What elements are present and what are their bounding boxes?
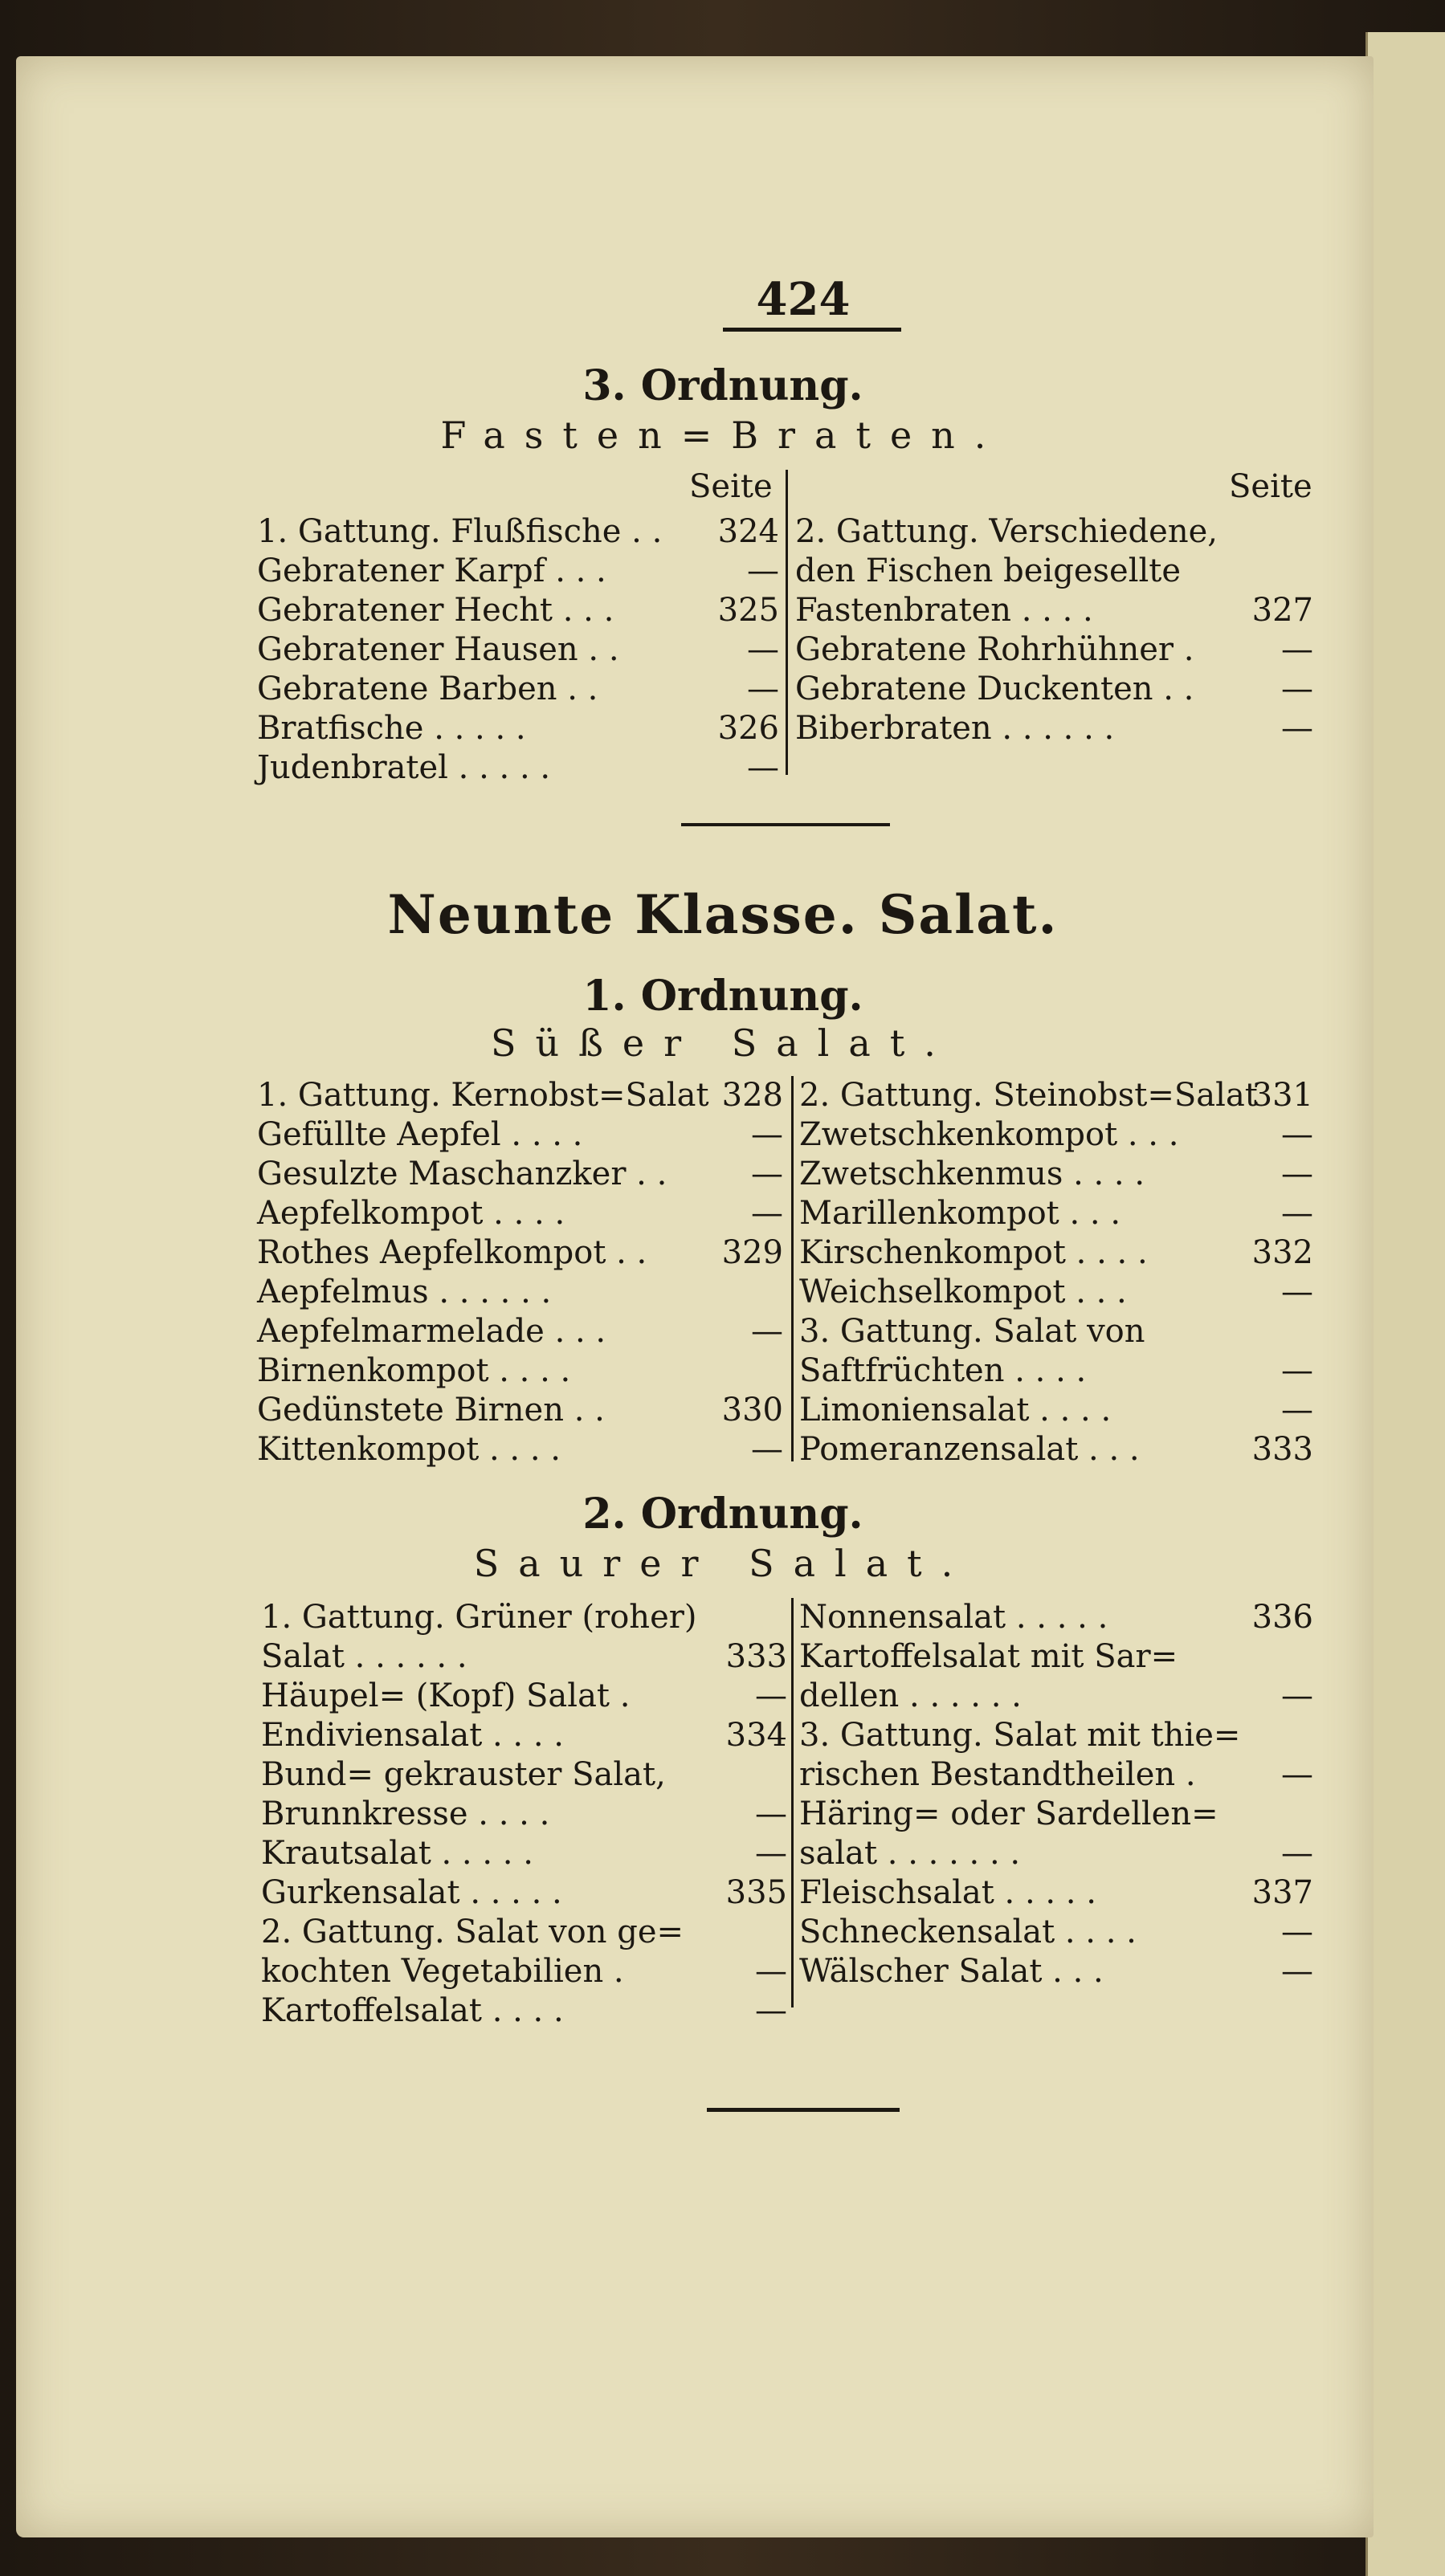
list-item <box>799 1952 1313 1991</box>
entry-page: 337 <box>1251 1874 1313 1911</box>
list-item <box>257 1194 783 1233</box>
entry-text: salat . . . . . . . <box>799 1835 1021 1872</box>
sec3-title: 3. Ordnung. <box>582 361 863 410</box>
ord2-title: 2. Ordnung. <box>582 1490 863 1539</box>
list-item <box>261 1716 787 1755</box>
list-item <box>261 1637 787 1677</box>
list-item <box>799 1677 1313 1716</box>
entry-page: 333 <box>725 1638 787 1675</box>
entry-text: Birnenkompot . . . . <box>257 1352 571 1389</box>
list-item <box>799 1312 1313 1351</box>
entry-text: 1. Gattung. Flußfische . . <box>257 513 663 550</box>
entry-text: Nonnensalat . . . . . <box>799 1599 1108 1636</box>
entry-text: Judenbratel . . . . . <box>257 749 551 786</box>
entry-page: — <box>755 1992 787 2029</box>
entry-page: — <box>751 1116 783 1153</box>
entry-page: 328 <box>721 1077 783 1114</box>
list-item <box>257 748 779 788</box>
list-item <box>257 1155 783 1194</box>
entry-page: — <box>747 552 779 589</box>
entry-page: — <box>1281 631 1313 668</box>
list-item <box>261 1598 787 1637</box>
list-item <box>261 1795 787 1834</box>
entry-text: kochten Vegetabilien . <box>261 1953 624 1990</box>
entry-page: — <box>747 749 779 786</box>
ord2-subtitle: Saurer Salat. <box>473 1542 973 1585</box>
entry-text: Häupel= (Kopf) Salat . <box>261 1677 631 1714</box>
list-item <box>799 1194 1313 1233</box>
entry-text: Aepfelmarmelade . . . <box>257 1313 606 1350</box>
list-item <box>799 1795 1313 1834</box>
entry-text: Bratfische . . . . . <box>257 710 526 747</box>
sec3-subtitle: Fasten=Braten. <box>440 414 1006 457</box>
entry-text: Krautsalat . . . . . <box>261 1835 533 1872</box>
list-item <box>257 1273 783 1312</box>
list-item <box>257 1115 783 1155</box>
list-item <box>799 1076 1313 1115</box>
ord2-left-column <box>261 1598 787 2031</box>
list-item <box>799 1637 1313 1677</box>
entry-text: Kartoffelsalat mit Sar= <box>799 1638 1178 1675</box>
entry-text: Kittenkompot . . . . <box>257 1431 561 1468</box>
entry-text: Gebratene Rohrhühner . <box>795 631 1194 668</box>
list-item <box>795 591 1313 630</box>
entry-text: Gefüllte Aepfel . . . . <box>257 1116 583 1153</box>
entry-page: — <box>1281 1835 1313 1872</box>
list-item <box>257 1312 783 1351</box>
list-item <box>257 1430 783 1469</box>
list-item <box>799 1351 1313 1391</box>
adjacent-page-edge <box>1365 32 1445 2576</box>
list-item <box>795 630 1313 670</box>
ord1-column-divider <box>791 1076 794 1461</box>
list-item <box>799 1233 1313 1273</box>
list-item <box>257 1076 783 1115</box>
entry-page: — <box>751 1156 783 1192</box>
entry-text: Gedünstete Birnen . . <box>257 1392 605 1429</box>
entry-text: Schneckensalat . . . . <box>799 1914 1137 1950</box>
entry-text: Pomeranzensalat . . . <box>799 1431 1140 1468</box>
class-heading: Neunte Klasse. Salat. <box>387 883 1059 946</box>
entry-page: — <box>1281 1352 1313 1389</box>
list-item <box>257 670 779 709</box>
list-item <box>257 1233 783 1273</box>
list-item <box>795 512 1313 552</box>
list-item <box>257 1391 783 1430</box>
entry-page: — <box>755 1677 787 1714</box>
list-item <box>257 630 779 670</box>
entry-text: Zwetschkenmus . . . . <box>799 1156 1145 1192</box>
entry-text: dellen . . . . . . <box>799 1677 1022 1714</box>
list-item <box>257 552 779 591</box>
entry-text: Gesulzte Maschanzker . . <box>257 1156 667 1192</box>
entry-text: 2. Gattung. Salat von ge= <box>261 1914 684 1950</box>
entry-page: — <box>1281 1677 1313 1714</box>
list-item <box>799 1716 1313 1755</box>
page-number: 424 <box>756 273 851 326</box>
entry-text: Zwetschkenkompot . . . <box>799 1116 1179 1153</box>
sec3-column-divider <box>786 470 788 775</box>
entry-text: Kartoffelsalat . . . . <box>261 1992 564 2029</box>
entry-text: 2. Gattung. Steinobst=Salat <box>799 1077 1258 1114</box>
entry-page: 324 <box>717 513 779 550</box>
entry-page: 334 <box>725 1717 787 1754</box>
sec3-right-column <box>795 512 1313 748</box>
entry-page: — <box>1281 1116 1313 1153</box>
list-item <box>261 1991 787 2031</box>
entry-text: 1. Gattung. Kernobst=Salat <box>257 1077 709 1114</box>
list-item <box>795 670 1313 709</box>
list-item <box>261 1952 787 1991</box>
list-item <box>799 1391 1313 1430</box>
entry-text: Bund= gekrauster Salat, <box>261 1756 666 1793</box>
entry-text: 3. Gattung. Salat von <box>799 1313 1145 1350</box>
list-item <box>799 1834 1313 1873</box>
entry-page: — <box>751 1431 783 1468</box>
entry-page: — <box>1281 1156 1313 1192</box>
entry-text: 1. Gattung. Grüner (roher) <box>261 1599 697 1636</box>
list-item <box>257 512 779 552</box>
list-item <box>799 1273 1313 1312</box>
entry-text: Häring= oder Sardellen= <box>799 1795 1218 1832</box>
entry-page: — <box>1281 1392 1313 1429</box>
list-item <box>795 552 1313 591</box>
entry-page: — <box>747 631 779 668</box>
entry-text: Endiviensalat . . . . <box>261 1717 564 1754</box>
entry-page: — <box>1281 1274 1313 1310</box>
entry-text: Saftfrüchten . . . . <box>799 1352 1087 1389</box>
entry-page: — <box>755 1953 787 1990</box>
entry-text: Gebratener Hecht . . . <box>257 592 614 629</box>
list-item <box>799 1755 1313 1795</box>
sec3-left-seite-header: Seite <box>689 468 773 505</box>
ord1-left-column <box>257 1076 783 1469</box>
entry-text: Limoniensalat . . . . <box>799 1392 1112 1429</box>
ord1-subtitle: Süßer Salat. <box>491 1021 955 1065</box>
entry-page: 335 <box>725 1874 787 1911</box>
sec3-right-seite-header: Seite <box>1229 468 1312 505</box>
list-item <box>799 1598 1313 1637</box>
entry-text: Gebratener Hausen . . <box>257 631 619 668</box>
list-item <box>257 1351 783 1391</box>
entry-text: Aepfelkompot . . . . <box>257 1195 565 1232</box>
entry-text: Gurkensalat . . . . . <box>261 1874 562 1911</box>
entry-text: Salat . . . . . . <box>261 1638 467 1675</box>
entry-text: 2. Gattung. Verschiedene, <box>795 513 1218 550</box>
entry-page: 336 <box>1251 1599 1313 1636</box>
entry-text: Kirschenkompot . . . . <box>799 1234 1148 1271</box>
entry-text: Rothes Aepfelkompot . . <box>257 1234 647 1271</box>
entry-text: 3. Gattung. Salat mit thie= <box>799 1717 1241 1754</box>
list-item <box>799 1155 1313 1194</box>
entry-page: — <box>1281 670 1313 707</box>
entry-text: Marillenkompot . . . <box>799 1195 1121 1232</box>
entry-page: 330 <box>721 1392 783 1429</box>
entry-text: den Fischen beigesellte <box>795 552 1182 589</box>
entry-text: Gebratener Karpf . . . <box>257 552 606 589</box>
entry-page: 331 <box>1251 1077 1313 1114</box>
entry-page: — <box>747 670 779 707</box>
end-rule <box>707 2108 900 2112</box>
entry-text: Fleischsalat . . . . . <box>799 1874 1096 1911</box>
list-item <box>261 1677 787 1716</box>
list-item <box>261 1834 787 1873</box>
sec3-left-column <box>257 512 779 788</box>
list-item <box>261 1755 787 1795</box>
list-item <box>799 1873 1313 1913</box>
ord2-column-divider <box>791 1598 794 2007</box>
list-item <box>257 709 779 748</box>
list-item <box>261 1873 787 1913</box>
entry-text: Gebratene Duckenten . . <box>795 670 1194 707</box>
list-item <box>799 1913 1313 1952</box>
entry-page: — <box>1281 1195 1313 1232</box>
entry-page: — <box>751 1195 783 1232</box>
entry-page: 327 <box>1251 592 1313 629</box>
entry-page: 333 <box>1251 1431 1313 1468</box>
entry-text: Weichselkompot . . . <box>799 1274 1127 1310</box>
list-item <box>795 709 1313 748</box>
entry-text: Biberbraten . . . . . . <box>795 710 1115 747</box>
section-divider <box>681 823 890 826</box>
entry-page: — <box>1281 710 1313 747</box>
entry-page: 329 <box>721 1234 783 1271</box>
entry-text: Wälscher Salat . . . <box>799 1953 1104 1990</box>
entry-page: 326 <box>717 710 779 747</box>
page-number-underline <box>723 328 901 332</box>
entry-page: — <box>1281 1914 1313 1950</box>
entry-page: — <box>755 1835 787 1872</box>
list-item <box>799 1115 1313 1155</box>
list-item <box>799 1430 1313 1469</box>
entry-page: 332 <box>1251 1234 1313 1271</box>
entry-page: — <box>751 1313 783 1350</box>
entry-page: — <box>1281 1756 1313 1793</box>
entry-text: Aepfelmus . . . . . . <box>257 1274 552 1310</box>
entry-page: — <box>1281 1953 1313 1990</box>
entry-text: rischen Bestandtheilen . <box>799 1756 1196 1793</box>
entry-text: Gebratene Barben . . <box>257 670 598 707</box>
entry-text: Fastenbraten . . . . <box>795 592 1093 629</box>
list-item <box>261 1913 787 1952</box>
ord2-right-column <box>799 1598 1313 1991</box>
entry-text: Brunnkresse . . . . <box>261 1795 550 1832</box>
entry-page: — <box>755 1795 787 1832</box>
entry-page: 325 <box>717 592 779 629</box>
list-item <box>257 591 779 630</box>
ord1-title: 1. Ordnung. <box>582 972 863 1021</box>
ord1-right-column <box>799 1076 1313 1469</box>
